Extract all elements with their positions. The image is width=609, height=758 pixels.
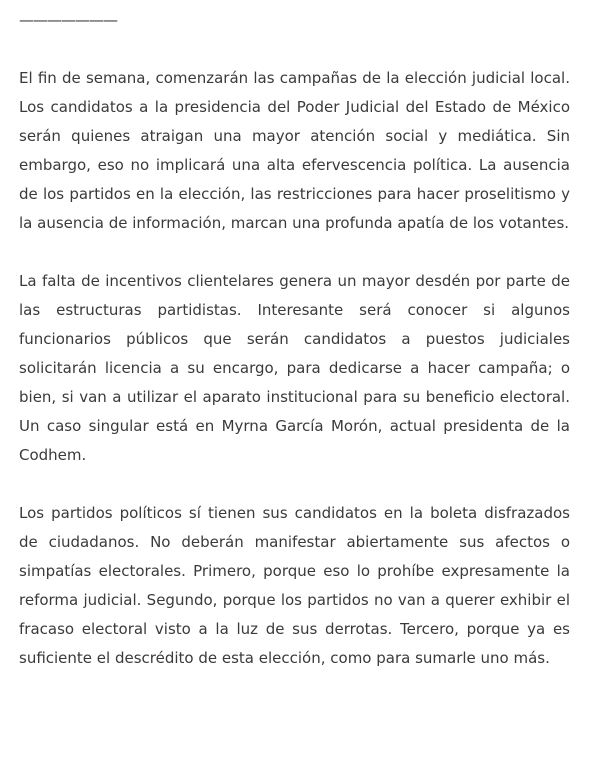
article-body xyxy=(19,6,570,673)
paragraph-2: La falta de incentivos clientelares genera un mayor desdén por parte de las estructuras partidistas. Interesante será conocer si algunos funcionarios públicos que serán candidatos a puestos judiciales solicitarán licencia a su encargo, para dedicarse a hacer campaña; o bien, si van a utilizar el aparato institucional para su beneficio electoral. Un caso singular está en Myrna García Morón, actual presidenta de la Codhem. xyxy=(19,272,570,464)
paragraph-1: El fin de semana, comenzarán las campañas de la elección judicial local. Los candidatos a la presidencia del Poder Judicial del Estado de México serán quienes atraigan una mayor atención social y mediática. Sin embargo, eso no implicará una alta efervescencia política. La ausencia de los partidos en la elección, las restricciones para hacer proselitismo y la ausencia de información, marcan una profunda apatía de los votantes. xyxy=(19,69,570,232)
paragraph-3: Los partidos políticos sí tienen sus candidatos en la boleta disfrazados de ciudadanos. No deberán manifestar abiertamente sus afectos o simpatías electorales. Primero, porque eso lo prohíbe expresamente la reforma judicial. Segundo, porque los partidos no van a querer exhibir el fracaso electoral visto a la luz de sus derrotas. Tercero, porque ya es suficiente el descrédito de esta elección, como para sumarle uno más. xyxy=(19,504,570,667)
section-separator: ——————— xyxy=(19,11,117,29)
